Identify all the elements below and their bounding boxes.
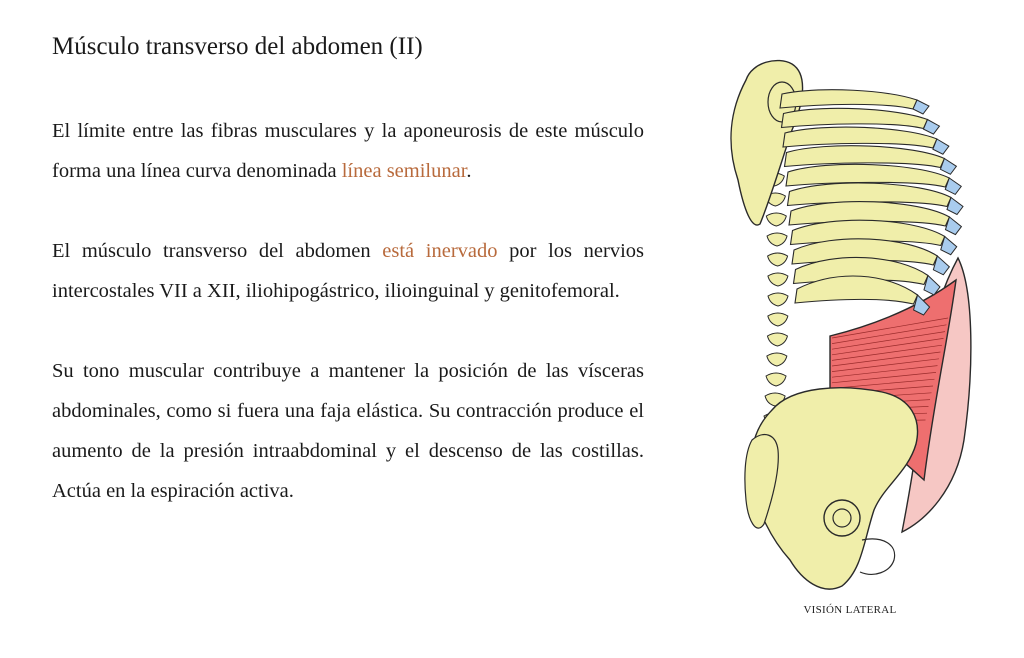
paragraph-innervation [52, 231, 644, 311]
rib [783, 127, 937, 148]
vertebra [768, 293, 788, 306]
vertebra [766, 373, 786, 386]
paragraph-text: . [466, 160, 472, 182]
vertebra [767, 233, 787, 246]
anatomy-figure [712, 40, 992, 600]
vertebra [768, 273, 788, 286]
vertebra [767, 333, 787, 346]
highlight-linea-semilunar[interactable]: línea semilunar [341, 160, 467, 182]
highlight-esta-inervado[interactable]: está inervado [382, 240, 498, 262]
lateral-view-illustration [712, 40, 992, 600]
paragraph-text: El límite entre las fibras musculares y la aponeurosis de este músculo forma una línea curva denominada [52, 120, 644, 182]
iliac-bone [751, 388, 918, 589]
paragraph-text: por los nervios intercostales VII a XII, iliohipogástrico, ilioinguinal y genitofemoral. [52, 240, 644, 302]
vertebra [768, 253, 788, 266]
vertebra [768, 313, 788, 326]
figure-caption: VISIÓN LATERAL [803, 604, 897, 616]
acetabulum [824, 500, 860, 536]
paragraph-function: Su tono muscular contribuye a mantener la posición de las vísceras abdominales, como si fuera una faja elástica. Su contracción produce el aumento de la presión intraabdominal y el descenso de las costillas. Actúa en la espiración activa. [52, 360, 644, 502]
paragraph-semilunar-line [52, 111, 644, 191]
rib [780, 90, 917, 109]
paragraph-text: El músculo transverso del abdomen [52, 240, 383, 262]
page-title: Músculo transverso del abdomen (II) [52, 33, 423, 60]
vertebra [766, 213, 786, 226]
rib [782, 108, 928, 128]
rib-cage [780, 90, 963, 315]
vertebra [767, 353, 787, 366]
text-column [52, 111, 644, 511]
pubis [860, 539, 895, 574]
